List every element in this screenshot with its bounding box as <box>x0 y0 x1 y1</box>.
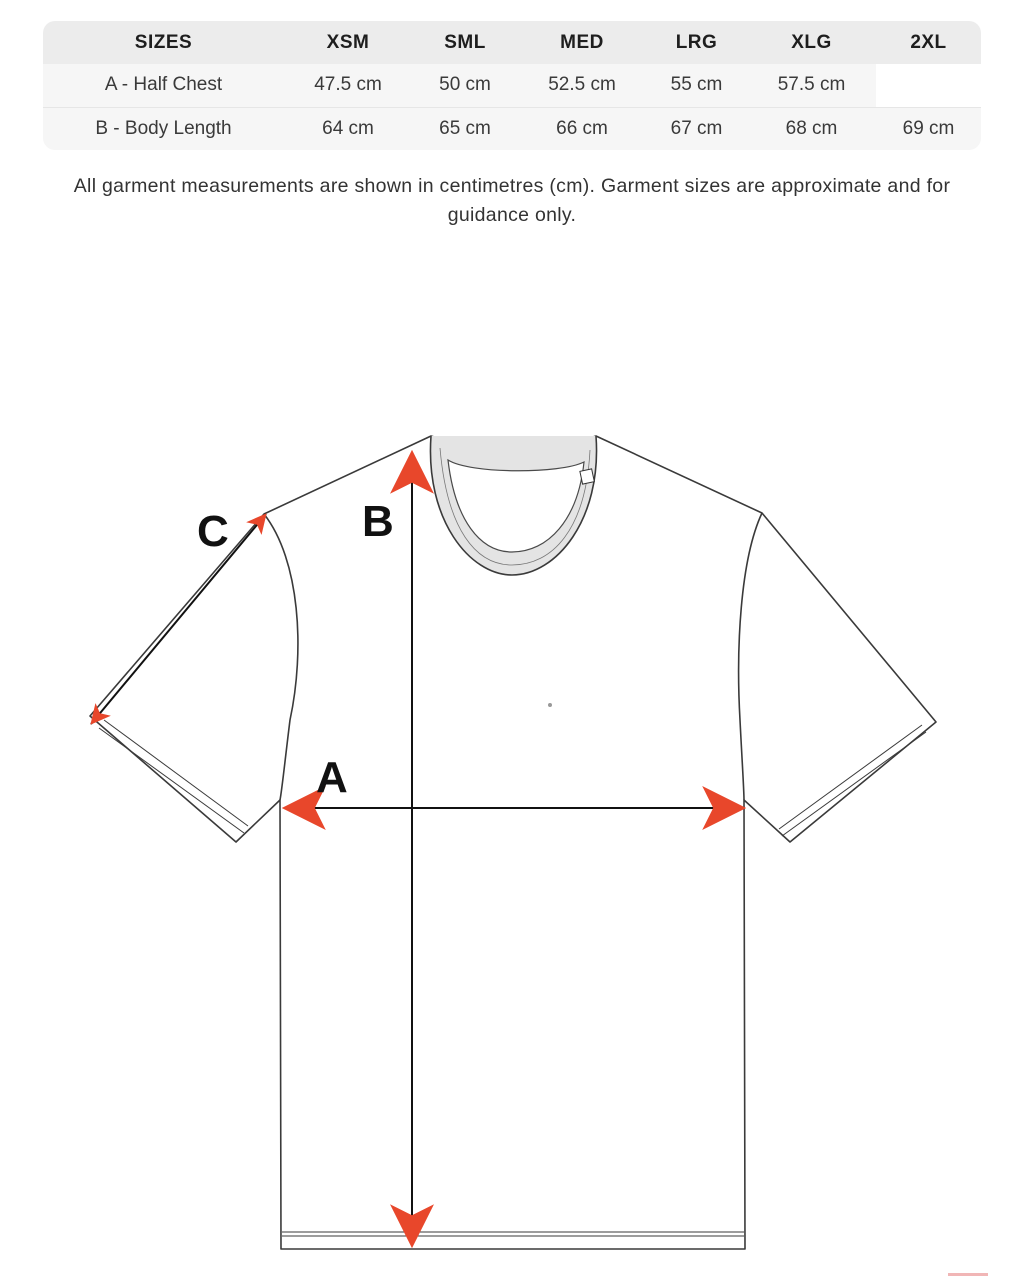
header-xsm: XSM <box>326 31 370 53</box>
table-cell: 55 cm <box>670 74 723 96</box>
header-2xl: 2XL <box>910 31 947 53</box>
measurement-note: All garment measurements are shown in centimetres (cm). Garment sizes are approximate and for guidance only. <box>73 175 951 226</box>
marker-b: B <box>362 497 394 546</box>
table-cell: 67 cm <box>646 107 747 150</box>
header-xlg: XLG <box>791 31 832 53</box>
header-sizes: SIZES <box>134 31 193 53</box>
table-cell: 52.5 cm <box>548 74 616 96</box>
header-lrg: LRG <box>675 31 718 53</box>
table-cell: 47.5 cm <box>314 74 382 96</box>
measure-c-line <box>91 514 266 724</box>
marker-a: A <box>316 753 348 802</box>
table-cell: 57.5 cm <box>777 74 846 96</box>
table-cell: 50 cm <box>439 74 491 96</box>
table-cell: 69 cm <box>876 107 981 150</box>
marker-c: C <box>197 507 229 556</box>
collar <box>430 436 596 575</box>
table-cell: 65 cm <box>412 107 518 150</box>
corner-mark <box>948 1273 988 1276</box>
header-med: MED <box>560 31 604 53</box>
table-cell: 66 cm <box>518 107 646 150</box>
header-sml: SML <box>444 31 486 53</box>
row-label: A - Half Chest <box>104 74 223 96</box>
table-cell: 68 cm <box>747 107 876 150</box>
table-cell: 64 cm <box>284 107 412 150</box>
row-label: B - Body Length <box>43 107 284 150</box>
